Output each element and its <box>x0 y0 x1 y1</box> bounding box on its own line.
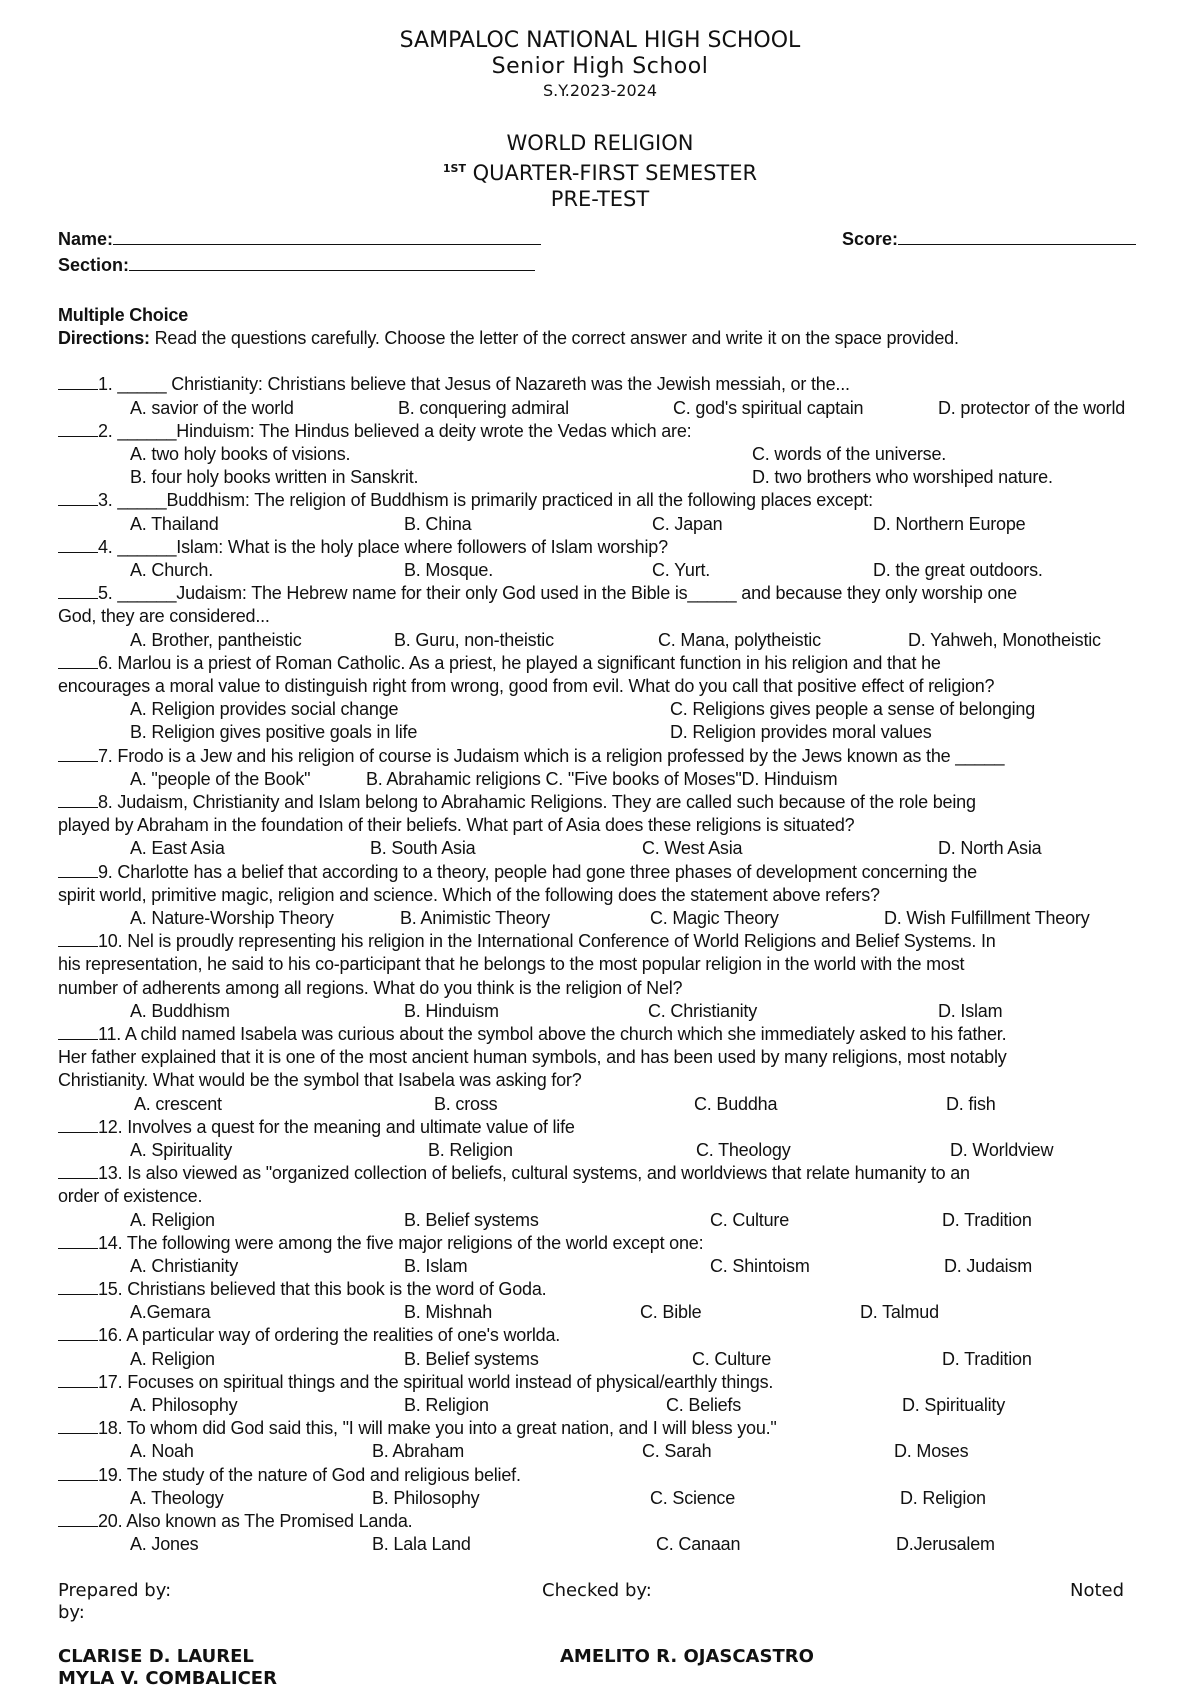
answer-blank[interactable] <box>58 1164 98 1179</box>
question-text: A child named Isabela was curious about the symbol above the church which she immediately asked to his father. <box>124 1023 1007 1044</box>
answer-option: D. two brothers who worshiped nature. <box>752 467 1053 488</box>
answer-option: B. Religion <box>428 1139 513 1160</box>
options-row <box>58 1000 1158 1023</box>
question-text: Frodo is a Jew and his religion of course is Judaism which is a religion professed by the Jews known as the _____ <box>117 745 1005 766</box>
preparer-name-1: CLARISE D. LAUREL <box>58 1646 254 1667</box>
question-number: 2. <box>98 420 118 441</box>
options-row <box>58 559 1158 582</box>
answer-option: B. Islam <box>404 1255 468 1276</box>
checked-label: Checked by: <box>542 1580 652 1601</box>
answer-option: D. Tradition <box>942 1209 1032 1230</box>
question-text: Also known as The Promised Landa. <box>126 1511 413 1532</box>
answer-option: C. Canaan <box>656 1534 741 1555</box>
answer-option: C. Japan <box>652 513 723 534</box>
answer-option: B. Mosque. <box>404 559 494 580</box>
question-item <box>58 1162 1158 1232</box>
answer-option: B. Lala Land <box>372 1534 471 1555</box>
answer-option: D. Spirituality <box>902 1395 1006 1416</box>
question-number: 13. <box>98 1163 128 1184</box>
question-number: 10. <box>98 931 128 952</box>
question-number: 5. <box>98 583 118 604</box>
options-row <box>58 1255 1158 1278</box>
question-number: 14. <box>98 1232 127 1253</box>
answer-option: C. words of the universe. <box>752 444 947 464</box>
options-row <box>58 443 1158 466</box>
section-label: Section: <box>58 255 130 275</box>
answer-option: A. Christianity <box>130 1255 239 1276</box>
answer-option: C. Sarah <box>642 1441 712 1462</box>
answer-option: C. Science <box>650 1487 736 1508</box>
answer-option: D. North Asia <box>938 838 1042 859</box>
question-item <box>58 582 1158 652</box>
answer-blank[interactable] <box>58 584 98 599</box>
checker-name: AMELITO R. OJASCASTRO <box>560 1646 814 1667</box>
answer-blank[interactable] <box>58 1280 98 1295</box>
answer-blank[interactable] <box>58 863 98 878</box>
question-text: Is also viewed as "organized collection of beliefs, cultural systems, and worldviews that relate humanity to an <box>127 1163 970 1184</box>
question-text: Buddhism: The religion of Buddhism is primarily practiced in all the following places except: <box>166 490 873 511</box>
answer-blank[interactable] <box>58 1234 98 1249</box>
quarter-title <box>0 156 1200 186</box>
quarter-superscript: 1ST <box>442 162 466 175</box>
noted-by-label: by: <box>58 1602 85 1623</box>
answer-option: A. savior of the world <box>130 397 294 418</box>
answer-option: C. Magic Theory <box>650 907 779 928</box>
answer-option: B. South Asia <box>370 838 476 859</box>
question-number: 15. <box>98 1279 128 1300</box>
section-line[interactable] <box>129 252 535 271</box>
question-item <box>58 1324 1158 1370</box>
question-number: 12. <box>98 1116 128 1137</box>
answer-blank[interactable] <box>58 375 98 390</box>
question-text: The study of the nature of God and religious belief. <box>126 1464 521 1485</box>
options-row <box>58 1209 1158 1232</box>
inline-blank: _____ <box>117 490 167 511</box>
answer-blank[interactable] <box>58 932 98 947</box>
answer-blank[interactable] <box>58 1373 98 1388</box>
name-line[interactable] <box>113 226 541 245</box>
answer-option: B. China <box>404 513 472 534</box>
question-text-continued: Christianity. What would be the symbol that Isabela was asking for? <box>58 1070 582 1091</box>
question-number: 11. <box>98 1023 125 1044</box>
question-text-continued: order of existence. <box>58 1186 203 1207</box>
answer-option: C. Culture <box>692 1348 772 1369</box>
answer-option: C. Theology <box>696 1139 791 1160</box>
question-number: 19. <box>98 1464 127 1485</box>
answer-option: B. Mishnah <box>404 1302 493 1323</box>
answer-option: C. Shintoism <box>710 1255 810 1276</box>
name-label: Name: <box>58 229 114 249</box>
answer-option: D. Wish Fulfillment Theory <box>884 907 1090 928</box>
answer-option: A. Theology <box>130 1487 224 1508</box>
header-block <box>0 28 1200 212</box>
question-number: 9. <box>98 861 118 882</box>
directions-label: Directions: <box>58 328 150 349</box>
question-text-continued: number of adherents among all regions. What do you think is the religion of Nel? <box>58 977 683 998</box>
question-item <box>58 791 1158 861</box>
answer-option: A. "people of the Book" <box>130 768 311 789</box>
options-row <box>58 837 1158 860</box>
score-line[interactable] <box>898 226 1136 245</box>
question-number: 4. <box>98 536 118 557</box>
question-item <box>58 930 1158 1023</box>
question-text: Judaism, Christianity and Islam belong to Abrahamic Religions. They are called such because of the role being <box>117 791 976 812</box>
answer-option: B. Abrahamic religions C. "Five books of Moses"D. Hinduism <box>366 768 838 789</box>
test-title: PRE-TEST <box>550 187 650 211</box>
question-text: Christianity: Christians believe that Jesus of Nazareth was the Jewish messiah, or the... <box>166 374 850 395</box>
answer-option: C. Bible <box>640 1302 702 1323</box>
answer-blank[interactable] <box>58 1118 98 1133</box>
answer-option: D. Worldview <box>950 1139 1054 1160</box>
options-row <box>58 1394 1158 1417</box>
answer-option: D. Yahweh, Monotheistic <box>908 629 1101 650</box>
score-label: Score: <box>842 229 899 249</box>
question-text: Charlotte has a belief that according to a theory, people had gone three phases of development concerning the <box>117 861 977 882</box>
answer-option: D. Moses <box>894 1441 969 1462</box>
answer-option: D. Tradition <box>942 1348 1032 1369</box>
question-item <box>58 1232 1158 1278</box>
answer-option: C. Yurt. <box>652 559 711 580</box>
answer-option: C. god's spiritual captain <box>673 397 864 418</box>
question-text: Focuses on spiritual things and the spiritual world instead of physical/earthly things. <box>127 1371 774 1392</box>
answer-option: C. Mana, polytheistic <box>658 629 821 650</box>
answer-blank[interactable] <box>58 1466 98 1481</box>
answer-blank[interactable] <box>58 793 98 808</box>
question-text: Marlou is a priest of Roman Catholic. As a priest, he played a significant function in his religion and that he <box>117 652 941 673</box>
answer-option: D. protector of the world <box>938 397 1126 418</box>
question-text-continued: God, they are considered... <box>58 606 270 627</box>
preparer-name-2: MYLA V. COMBALICER <box>58 1668 277 1689</box>
answer-option: C. Buddha <box>694 1093 778 1114</box>
directions <box>58 327 1158 350</box>
answer-option: D. Religion <box>900 1487 986 1508</box>
question-item <box>58 1371 1158 1417</box>
options-row <box>58 513 1158 536</box>
answer-option: A. Buddhism <box>130 1000 230 1021</box>
question-number: 17. <box>98 1371 128 1392</box>
answer-option: A. Religion <box>130 1209 215 1230</box>
test-type: Multiple Choice <box>58 305 189 325</box>
answer-option: D.Jerusalem <box>896 1534 995 1555</box>
answer-option: A. crescent <box>134 1093 222 1114</box>
prepared-label: Prepared by: <box>58 1580 172 1601</box>
answer-option: B. cross <box>434 1093 498 1114</box>
question-text: The following were among the five major religions of the world except one: <box>126 1232 704 1253</box>
answer-option: C. West Asia <box>642 838 743 859</box>
answer-blank[interactable] <box>58 1419 98 1434</box>
inline-blank: _____ <box>117 374 167 395</box>
answer-option: C. Culture <box>710 1209 790 1230</box>
options-row <box>58 466 1158 489</box>
answer-option: A. East Asia <box>130 838 225 859</box>
answer-option: A. Spirituality <box>130 1139 233 1160</box>
question-number: 8. <box>98 791 118 812</box>
answer-option: B. Belief systems <box>404 1348 539 1369</box>
question-list <box>58 373 1158 1556</box>
answer-blank[interactable] <box>58 1025 98 1040</box>
answer-option: D. Religion provides moral values <box>670 722 932 743</box>
directions-text: Read the questions carefully. Choose the letter of the correct answer and write it on the space provided. <box>149 328 959 349</box>
question-number: 16. <box>98 1325 127 1346</box>
question-text: Christians believed that this book is the word of Goda. <box>127 1279 547 1300</box>
question-text: Judaism: The Hebrew name for their only God used in the Bible is_____ and because they only worship one <box>176 583 1017 604</box>
options-row <box>58 1533 1158 1556</box>
answer-option: A. Philosophy <box>130 1395 238 1416</box>
question-item <box>58 1278 1158 1324</box>
question-number: 3. <box>98 490 118 511</box>
options-row <box>58 397 1158 420</box>
answer-option: B. Philosophy <box>372 1487 480 1508</box>
exam-body <box>58 304 1158 1556</box>
question-item <box>58 1464 1158 1510</box>
options-row <box>58 1301 1158 1324</box>
options-row <box>58 721 1158 744</box>
question-item <box>58 652 1158 745</box>
options-row <box>58 1093 1158 1116</box>
answer-blank[interactable] <box>58 654 98 669</box>
answer-blank[interactable] <box>58 538 98 553</box>
question-text-continued: Her father explained that it is one of the most ancient human symbols, and has been used by many religions, most notably <box>58 1047 1007 1068</box>
question-number: 7. <box>98 745 118 766</box>
answer-option: D. fish <box>946 1093 996 1114</box>
subject-title: WORLD RELIGION <box>506 131 694 155</box>
answer-option: D. Northern Europe <box>873 513 1026 534</box>
options-row <box>58 698 1158 721</box>
question-text: To whom did God said this, "I will make you into a great nation, and I will bless you." <box>126 1418 777 1439</box>
answer-option: B. Religion gives positive goals in life <box>130 722 418 743</box>
answer-option: A. Religion <box>130 1348 215 1369</box>
answer-option: B. Belief systems <box>404 1209 539 1230</box>
question-text-continued: his representation, he said to his co-participant that he belongs to the most popular religion in the world with the most <box>58 954 965 975</box>
question-text: Involves a quest for the meaning and ultimate value of life <box>127 1116 575 1137</box>
options-row <box>58 907 1158 930</box>
answer-option: B. Animistic Theory <box>400 907 550 928</box>
inline-blank: ______ <box>117 420 177 441</box>
options-row <box>58 629 1158 652</box>
question-text-continued: encourages a moral value to distinguish right from wrong, good from evil. What do you call that positive effect of religion? <box>58 675 995 696</box>
answer-option: D. Talmud <box>860 1302 939 1323</box>
answer-option: D. Judaism <box>944 1255 1033 1276</box>
answer-option: D. the great outdoors. <box>873 559 1043 580</box>
question-item <box>58 745 1158 791</box>
question-number: 18. <box>98 1418 127 1439</box>
answer-option: A. Jones <box>130 1534 199 1555</box>
school-year: S.Y.2023-2024 <box>542 81 658 100</box>
answer-blank[interactable] <box>58 491 98 506</box>
question-number: 1. <box>98 374 118 395</box>
answer-option: A. Religion provides social change <box>130 699 399 720</box>
question-item <box>58 373 1158 419</box>
question-item <box>58 1116 1158 1162</box>
answer-blank[interactable] <box>58 1326 98 1341</box>
answer-option: A. Thailand <box>130 513 219 534</box>
question-text: Islam: What is the holy place where followers of Islam worship? <box>176 536 668 557</box>
options-row <box>58 1440 1158 1463</box>
noted-label: Noted <box>1070 1580 1125 1601</box>
options-row <box>58 768 1158 791</box>
answer-option: B. four holy books written in Sanskrit. <box>130 467 419 488</box>
answer-option: C. Beliefs <box>666 1395 742 1416</box>
answer-blank[interactable] <box>58 422 98 437</box>
question-item <box>58 536 1158 582</box>
answer-option: A. Church. <box>130 559 214 580</box>
name-field[interactable] <box>58 226 541 250</box>
answer-option: B. Hinduism <box>404 1000 499 1021</box>
department: Senior High School <box>491 54 709 79</box>
question-item <box>58 1417 1158 1463</box>
answer-option: A. Brother, pantheistic <box>130 629 302 650</box>
question-text-continued: spirit world, primitive magic, religion and science. Which of the following does the statement above refers? <box>58 884 880 905</box>
question-text: Nel is proudly representing his religion in the International Conference of World Religions and Belief Systems. In <box>127 931 996 952</box>
school-name: SAMPALOC NATIONAL HIGH SCHOOL <box>399 28 801 53</box>
answer-blank[interactable] <box>58 1512 98 1527</box>
answer-option: A. two holy books of visions. <box>130 444 351 464</box>
options-row <box>58 1348 1158 1371</box>
question-item <box>58 420 1158 490</box>
answer-option: B. Guru, non-theistic <box>394 629 554 650</box>
answer-option: D. Islam <box>938 1000 1003 1021</box>
options-row <box>58 1487 1158 1510</box>
answer-option: B. Abraham <box>372 1441 465 1462</box>
answer-blank[interactable] <box>58 747 98 762</box>
question-item <box>58 1510 1158 1556</box>
answer-option: C. Christianity <box>648 1000 758 1021</box>
answer-option: A.Gemara <box>130 1302 211 1323</box>
inline-blank: ______ <box>117 536 177 557</box>
quarter-text: QUARTER-FIRST SEMESTER <box>472 161 758 185</box>
section-field[interactable] <box>58 252 535 276</box>
answer-option: A. Noah <box>130 1441 194 1462</box>
question-item <box>58 1023 1158 1116</box>
question-item <box>58 489 1158 535</box>
score-field[interactable] <box>842 226 1136 250</box>
inline-blank: ______ <box>117 583 177 604</box>
options-row <box>58 1139 1158 1162</box>
question-item <box>58 861 1158 931</box>
question-number: 6. <box>98 652 118 673</box>
answer-option: C. Religions gives people a sense of belonging <box>670 699 1036 720</box>
question-text: Hinduism: The Hindus believed a deity wrote the Vedas which are: <box>176 420 692 441</box>
answer-option: B. Religion <box>404 1395 489 1416</box>
question-text-continued: played by Abraham in the foundation of their beliefs. What part of Asia does these religions is situated? <box>58 815 855 836</box>
question-text: A particular way of ordering the realities of one's worlda. <box>126 1325 561 1346</box>
answer-option: B. conquering admiral <box>398 397 569 418</box>
question-number: 20. <box>98 1511 127 1532</box>
answer-option: A. Nature-Worship Theory <box>130 907 334 928</box>
